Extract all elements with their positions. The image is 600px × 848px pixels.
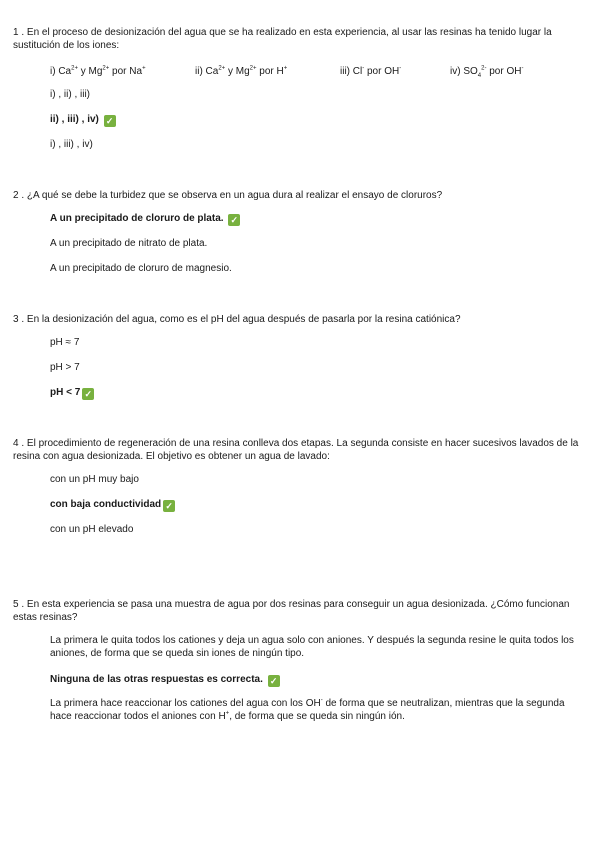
ion-item-i: i) $Ca^{2+}$ y $Mg^{2+}$ por Na+ xyxy=(50,65,146,77)
question-4-text: 4 . El procedimiento de regeneración de una resina conlleva dos etapas. La segunda consiste en hacer sucesivos lavados de la resina con agua desionizada. El objetivo es obtener un agua de lavado: xyxy=(13,438,579,462)
question-3-option-3-correct[interactable]: pH < 7 ✓ xyxy=(50,387,585,400)
check-icon: ✓ xyxy=(82,388,94,400)
question-4-option-3[interactable]: con un pH elevado xyxy=(50,524,134,535)
question-1-text: 1 . En el proceso de desionización del agua que se ha realizado en esta experiencia, al usar las resinas ha tenido lugar la sustitución de los iones: xyxy=(13,27,552,51)
ion-item-ii: ii) $Ca^{2+}$ y $Mg^{2+}$ por H+ xyxy=(195,65,288,77)
question-5-option-2-correct[interactable]: Ninguna de las otras respuestas es correcta. ✓ xyxy=(50,674,585,687)
question-4-option-2-correct[interactable]: con baja conductividad ✓ xyxy=(50,499,585,512)
question-3-option-2[interactable]: pH > 7 xyxy=(50,362,80,373)
check-icon: ✓ xyxy=(104,115,116,127)
question-4-option-1[interactable]: con un pH muy bajo xyxy=(50,474,139,485)
question-1-option-2-correct[interactable]: ii) , iii) , iv) ✓ xyxy=(50,114,585,127)
check-icon: ✓ xyxy=(268,675,280,687)
question-5-option-3[interactable]: La primera hace reaccionar los cationes del agua con los OH- de forma que se neutralizan, mientras que la segunda hace reaccionar todos el aniones con H+, de forma que se queda sin ningún ión. xyxy=(50,697,565,722)
question-2-option-3[interactable]: A un precipitado de cloruro de magnesio. xyxy=(50,263,232,274)
ion-item-iii: iii) Cl- por OH- xyxy=(340,65,402,77)
question-5-text: 5 . En esta experiencia se pasa una muestra de agua por dos resinas para conseguir un agua desionizada. ¿Cómo funcionan estas resinas? xyxy=(13,599,570,623)
question-1-option-1[interactable]: i) , ii) , iii) xyxy=(50,89,90,100)
question-3-text: 3 . En la desionización del agua, como es el pH del agua después de pasarla por la resina catiónica? xyxy=(13,314,461,325)
check-icon: ✓ xyxy=(228,214,240,226)
question-5-option-1[interactable]: La primera le quita todos los cationes y deja un agua solo con aniones. Y después la segunda resine le quita todos los aniones, de forma que se queda sin iones de ningún tipo. xyxy=(50,635,574,659)
question-2-option-2[interactable]: A un precipitado de nitrato de plata. xyxy=(50,238,208,249)
question-1-option-3[interactable]: i) , iii) , iv) xyxy=(50,139,93,150)
question-2-text: 2 . ¿A qué se debe la turbidez que se observa en un agua dura al realizar el ensayo de cloruros? xyxy=(13,190,443,201)
question-2-option-1-correct[interactable]: A un precipitado de cloruro de plata. ✓ xyxy=(50,213,585,226)
ion-item-iv: iv) $SO_4^{2-}$ por OH- xyxy=(450,65,524,79)
question-3-option-1[interactable]: pH ≈ 7 xyxy=(50,337,80,348)
check-icon: ✓ xyxy=(163,500,175,512)
